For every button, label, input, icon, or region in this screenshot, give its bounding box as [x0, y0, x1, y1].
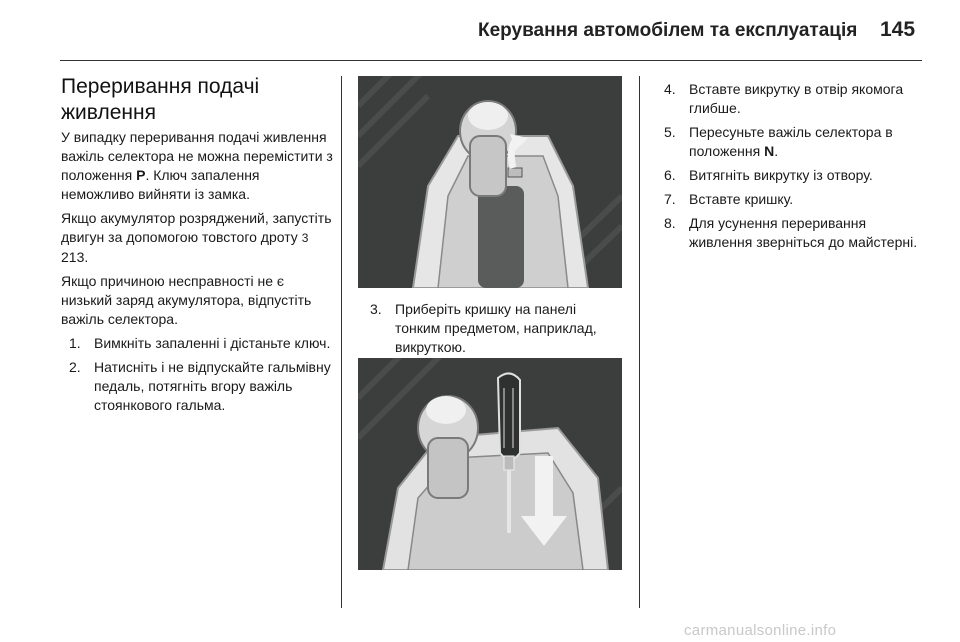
paragraph-release-selector: Якщо причиною несправності не є низький заряд акумулятора, відпустіть важіль селектора.: [61, 273, 312, 327]
step-text: Натисніть і не відпускайте гальмівну педаль, потягніть вгору важіль стоянкового гальма.: [94, 359, 331, 413]
paragraph-text: У випадку переривання подачі живлення важіль селектора не можна перемістити з положення: [61, 129, 333, 183]
paragraph-text-end: . Ключ запалення неможливо вийняти із замка.: [61, 167, 260, 202]
page-reference: 213.: [61, 249, 89, 265]
step-number: 4.: [664, 81, 676, 97]
paragraph-selector-locked: [61, 128, 333, 204]
list-item: [664, 123, 926, 161]
header-rule: [60, 60, 922, 61]
step-number: 8.: [664, 215, 676, 231]
list-item: [664, 80, 926, 118]
steps-list-1: [61, 334, 333, 415]
column-divider-right: [639, 76, 640, 608]
step-number: 5.: [664, 124, 676, 140]
page-number: 145: [880, 18, 916, 41]
step-text: Вставте викрутку в отвір якомога глибше.: [689, 81, 904, 116]
step-text: Для усунення переривання живлення зверніться до майстерні.: [689, 215, 918, 250]
watermark: carmanualsonline.info: [684, 622, 837, 639]
steps-list-2: [370, 300, 622, 357]
step-text: Приберіть кришку на панелі тонким предметом, наприклад, викруткою.: [395, 301, 597, 355]
step-number: 3.: [370, 301, 382, 317]
list-item: [370, 300, 622, 357]
section-heading: Переривання подачі живлення: [61, 75, 260, 124]
column-right: [664, 80, 926, 257]
list-item: [664, 166, 926, 185]
list-item: [664, 214, 926, 252]
step-text: Вимкніть запаленні і дістаньте ключ.: [94, 335, 331, 351]
figure-gear-selector-cover: [358, 76, 622, 288]
figure-caption-step-3: [370, 300, 622, 357]
gear-position-n: N: [764, 143, 775, 159]
step-text: Витягніть викрутку із отвору.: [689, 167, 873, 183]
page-reference-icon: 3: [301, 231, 309, 245]
running-header-title: Керування автомобілем та експлуатація: [478, 20, 858, 41]
column-left: [61, 74, 333, 420]
step-number: 1.: [69, 335, 81, 351]
step-text: Пересуньте важіль селектора в положення: [689, 124, 893, 159]
paragraph-battery: [61, 209, 333, 267]
step-text: Вставте кришку.: [689, 191, 794, 207]
column-divider-left: [341, 76, 342, 608]
step-number: 2.: [69, 359, 81, 375]
steps-list-3: [664, 80, 926, 252]
figure-screwdriver-insertion: [358, 358, 622, 570]
step-number: 7.: [664, 191, 676, 207]
step-number: 6.: [664, 167, 676, 183]
list-item: [69, 334, 333, 353]
gear-position-p: P: [136, 167, 146, 183]
paragraph-text: Якщо акумулятор розряджений, запустіть двигун за допомогою товстого дроту: [61, 210, 332, 245]
step-text-end: .: [774, 143, 779, 159]
list-item: [69, 358, 333, 415]
list-item: [664, 190, 926, 209]
